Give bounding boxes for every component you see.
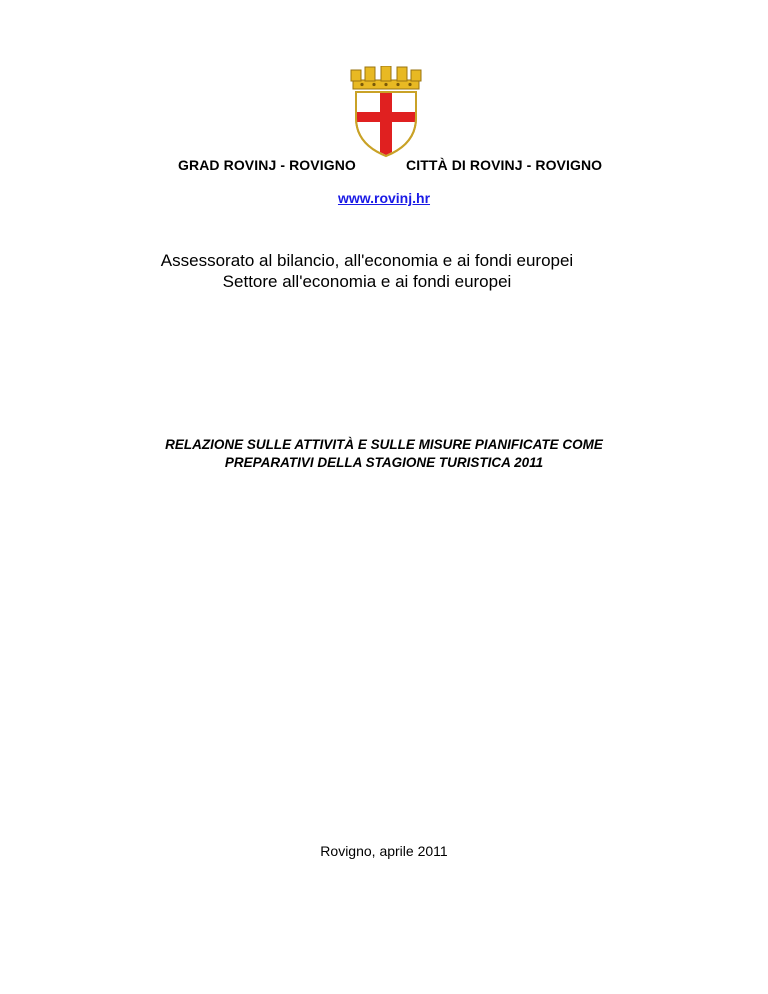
website-link[interactable]: www.rovinj.hr — [337, 190, 431, 206]
report-title-line-2: PREPARATIVI DELLA STAGIONE TURISTICA 2011 — [224, 455, 544, 470]
report-title — [0, 436, 768, 472]
city-name-croatian: GRAD ROVINJ - ROVIGNO — [178, 157, 356, 173]
city-name-italian: CITTÀ DI ROVINJ - ROVIGNO — [406, 157, 603, 173]
report-title-line-1: RELAZIONE SULLE ATTIVITÀ E SULLE MISURE PIANIFICATE COME — [165, 437, 603, 452]
coat-of-arms-icon — [347, 66, 425, 158]
place-and-date: Rovigno, aprile 2011 — [320, 843, 448, 859]
department-line-2: Settore all'economia e ai fondi europei — [222, 272, 512, 291]
website-line — [0, 190, 768, 206]
department-block — [0, 250, 734, 292]
department-line-1: Assessorato al bilancio, all'economia e ai fondi europei — [160, 251, 574, 270]
